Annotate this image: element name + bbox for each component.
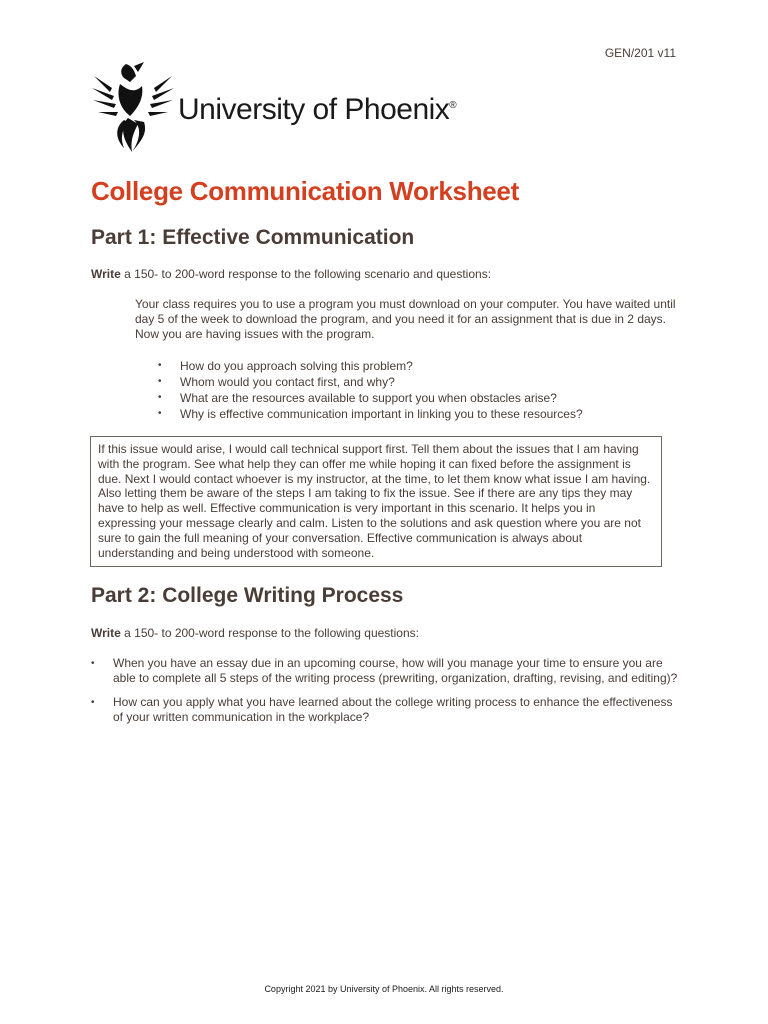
scenario-text: Your class requires you to use a program you must download on your computer. You have waited until day 5 of the week to download the program, and you need it for an assignment that is due in 2 days. Now you are having issues with the program. [135, 297, 676, 341]
list-item: • How do you approach solving this problem? [158, 359, 413, 373]
list-item: • When you have an essay due in an upcoming course, how will you manage your time to ensure you are able to complete all 5 steps of the writing process (prewriting, organization, drafting, revising, and editing)? [91, 656, 678, 685]
part2-heading: Part 2: College Writing Process [91, 584, 404, 607]
university-logo [90, 62, 456, 154]
part1-heading: Part 1: Effective Communication [91, 226, 415, 249]
bullet-icon: • [91, 697, 95, 708]
instruction-text: a 150- to 200-word response to the following scenario and questions: [120, 267, 492, 281]
document-version: GEN/201 v11 [604, 46, 676, 60]
instruction-verb: Write [91, 267, 121, 281]
phoenix-bird-icon [90, 62, 176, 154]
bullet-icon: • [158, 360, 162, 371]
bullet-icon: • [91, 658, 95, 669]
part2-question-list [91, 656, 681, 734]
list-item: • What are the resources available to support you when obstacles arise? [158, 391, 557, 405]
part1-question-list [158, 358, 583, 422]
university-name: University of Phoenix® [178, 93, 457, 126]
registered-mark: ® [449, 100, 457, 111]
worksheet-title: College Communication Worksheet [91, 176, 519, 206]
part1-answer-box[interactable]: If this issue would arise, I would call technical support first. Tell them about the issues that I am having with the program. See what help they can offer me while hoping it can fixed before the assignment is due. Next I would contact whoever is my instructor, at the time, to let them know what issue I am having. Also letting them be aware of the steps I am taking to fix the issue. See if there are any tips they may have to help as well. Effective communication is very important in this scenario. It helps you in expressing your message clearly and calm. Listen to the solutions and ask question where you are not sure to gain the full meaning of your conversation. Effective communication is always about understanding and being understood with someone. [90, 436, 662, 567]
copyright-footer: Copyright 2021 by University of Phoenix. All rights reserved. [264, 984, 504, 994]
instruction-text: a 150- to 200-word response to the following questions: [120, 626, 419, 640]
list-item: • Whom would you contact first, and why? [158, 375, 395, 389]
list-item: • How can you apply what you have learned about the college writing process to enhance the effectiveness of your written communication in the workplace? [91, 695, 673, 724]
list-item: • Why is effective communication important in linking you to these resources? [158, 407, 583, 421]
bullet-icon: • [158, 392, 162, 403]
bullet-icon: • [158, 408, 162, 419]
bullet-icon: • [158, 376, 162, 387]
part2-instruction [91, 626, 419, 640]
instruction-verb: Write [91, 626, 121, 640]
part1-instruction [91, 267, 491, 281]
